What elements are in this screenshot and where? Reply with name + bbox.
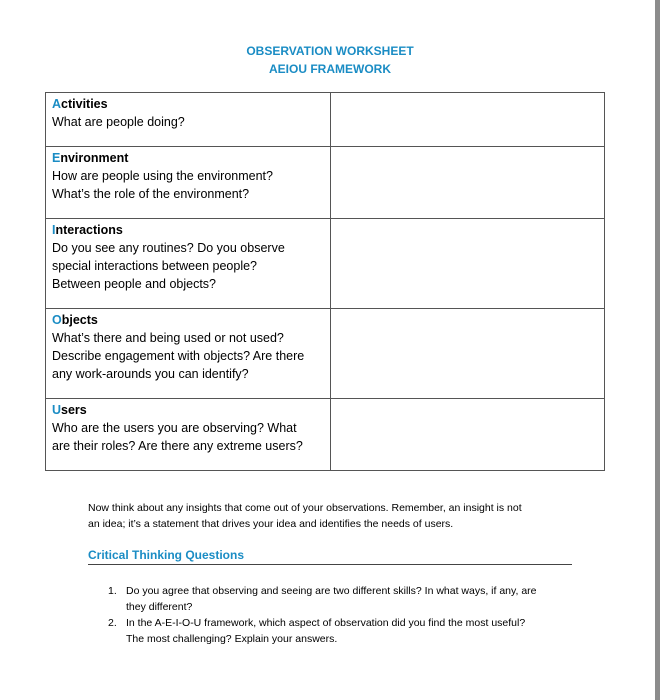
prompt-line: What are people doing? bbox=[52, 115, 185, 129]
insight-note-line: an idea; it’s a statement that drives your idea and identifies the needs of users. bbox=[88, 518, 454, 530]
critical-thinking-questions bbox=[108, 583, 578, 647]
row-heading: Activities bbox=[52, 97, 108, 111]
question-line: In the A-E-I-O-U framework, which aspect of observation did you find the most useful? bbox=[126, 617, 526, 629]
insight-note-line: Now think about any insights that come out of your observations. Remember, an insight is not bbox=[88, 502, 522, 514]
aeiou-table bbox=[45, 92, 605, 471]
row-heading: Interactions bbox=[52, 223, 123, 237]
prompt-line: What’s there and being used or not used? bbox=[52, 331, 284, 345]
list-item bbox=[108, 583, 578, 615]
question-line: The most challenging? Explain your answers. bbox=[126, 633, 338, 645]
prompt-line: any work-arounds you can identify? bbox=[52, 367, 249, 381]
answer-cell-environment[interactable] bbox=[331, 147, 605, 219]
table-row bbox=[46, 219, 605, 309]
worksheet-title: OBSERVATION WORKSHEET bbox=[246, 44, 414, 58]
insight-note bbox=[88, 500, 568, 532]
prompt-cell-environment bbox=[46, 147, 331, 219]
prompt-line: Who are the users you are observing? What bbox=[52, 421, 297, 435]
row-heading: Users bbox=[52, 403, 87, 417]
prompt-cell-activities bbox=[46, 93, 331, 147]
answer-cell-users[interactable] bbox=[331, 399, 605, 471]
table-row bbox=[46, 399, 605, 471]
table-row bbox=[46, 309, 605, 399]
prompt-line: How are people using the environment? bbox=[52, 169, 273, 183]
table-row bbox=[46, 93, 605, 147]
table-row bbox=[46, 147, 605, 219]
worksheet-subtitle: AEIOU FRAMEWORK bbox=[269, 62, 391, 76]
question-number: 1. bbox=[108, 585, 117, 597]
row-heading: Objects bbox=[52, 313, 98, 327]
question-line: Do you agree that observing and seeing are two different skills? In what ways, if any, are bbox=[126, 585, 537, 597]
question-line: they different? bbox=[126, 601, 193, 613]
prompt-line: Between people and objects? bbox=[52, 277, 217, 291]
question-number: 2. bbox=[108, 617, 117, 629]
prompt-line: Do you see any routines? Do you observe bbox=[52, 241, 285, 255]
page-edge bbox=[655, 0, 660, 700]
critical-thinking-heading: Critical Thinking Questions bbox=[88, 547, 572, 565]
row-heading: Environment bbox=[52, 151, 129, 165]
prompt-cell-users bbox=[46, 399, 331, 471]
prompt-line: special interactions between people? bbox=[52, 259, 257, 273]
prompt-line: are their roles? Are there any extreme users? bbox=[52, 439, 303, 453]
answer-cell-objects[interactable] bbox=[331, 309, 605, 399]
answer-cell-interactions[interactable] bbox=[331, 219, 605, 309]
prompt-cell-objects bbox=[46, 309, 331, 399]
prompt-line: What’s the role of the environment? bbox=[52, 187, 250, 201]
prompt-line: Describe engagement with objects? Are there bbox=[52, 349, 305, 363]
worksheet-header bbox=[0, 42, 660, 78]
answer-cell-activities[interactable] bbox=[331, 93, 605, 147]
list-item bbox=[108, 615, 578, 647]
prompt-cell-interactions bbox=[46, 219, 331, 309]
